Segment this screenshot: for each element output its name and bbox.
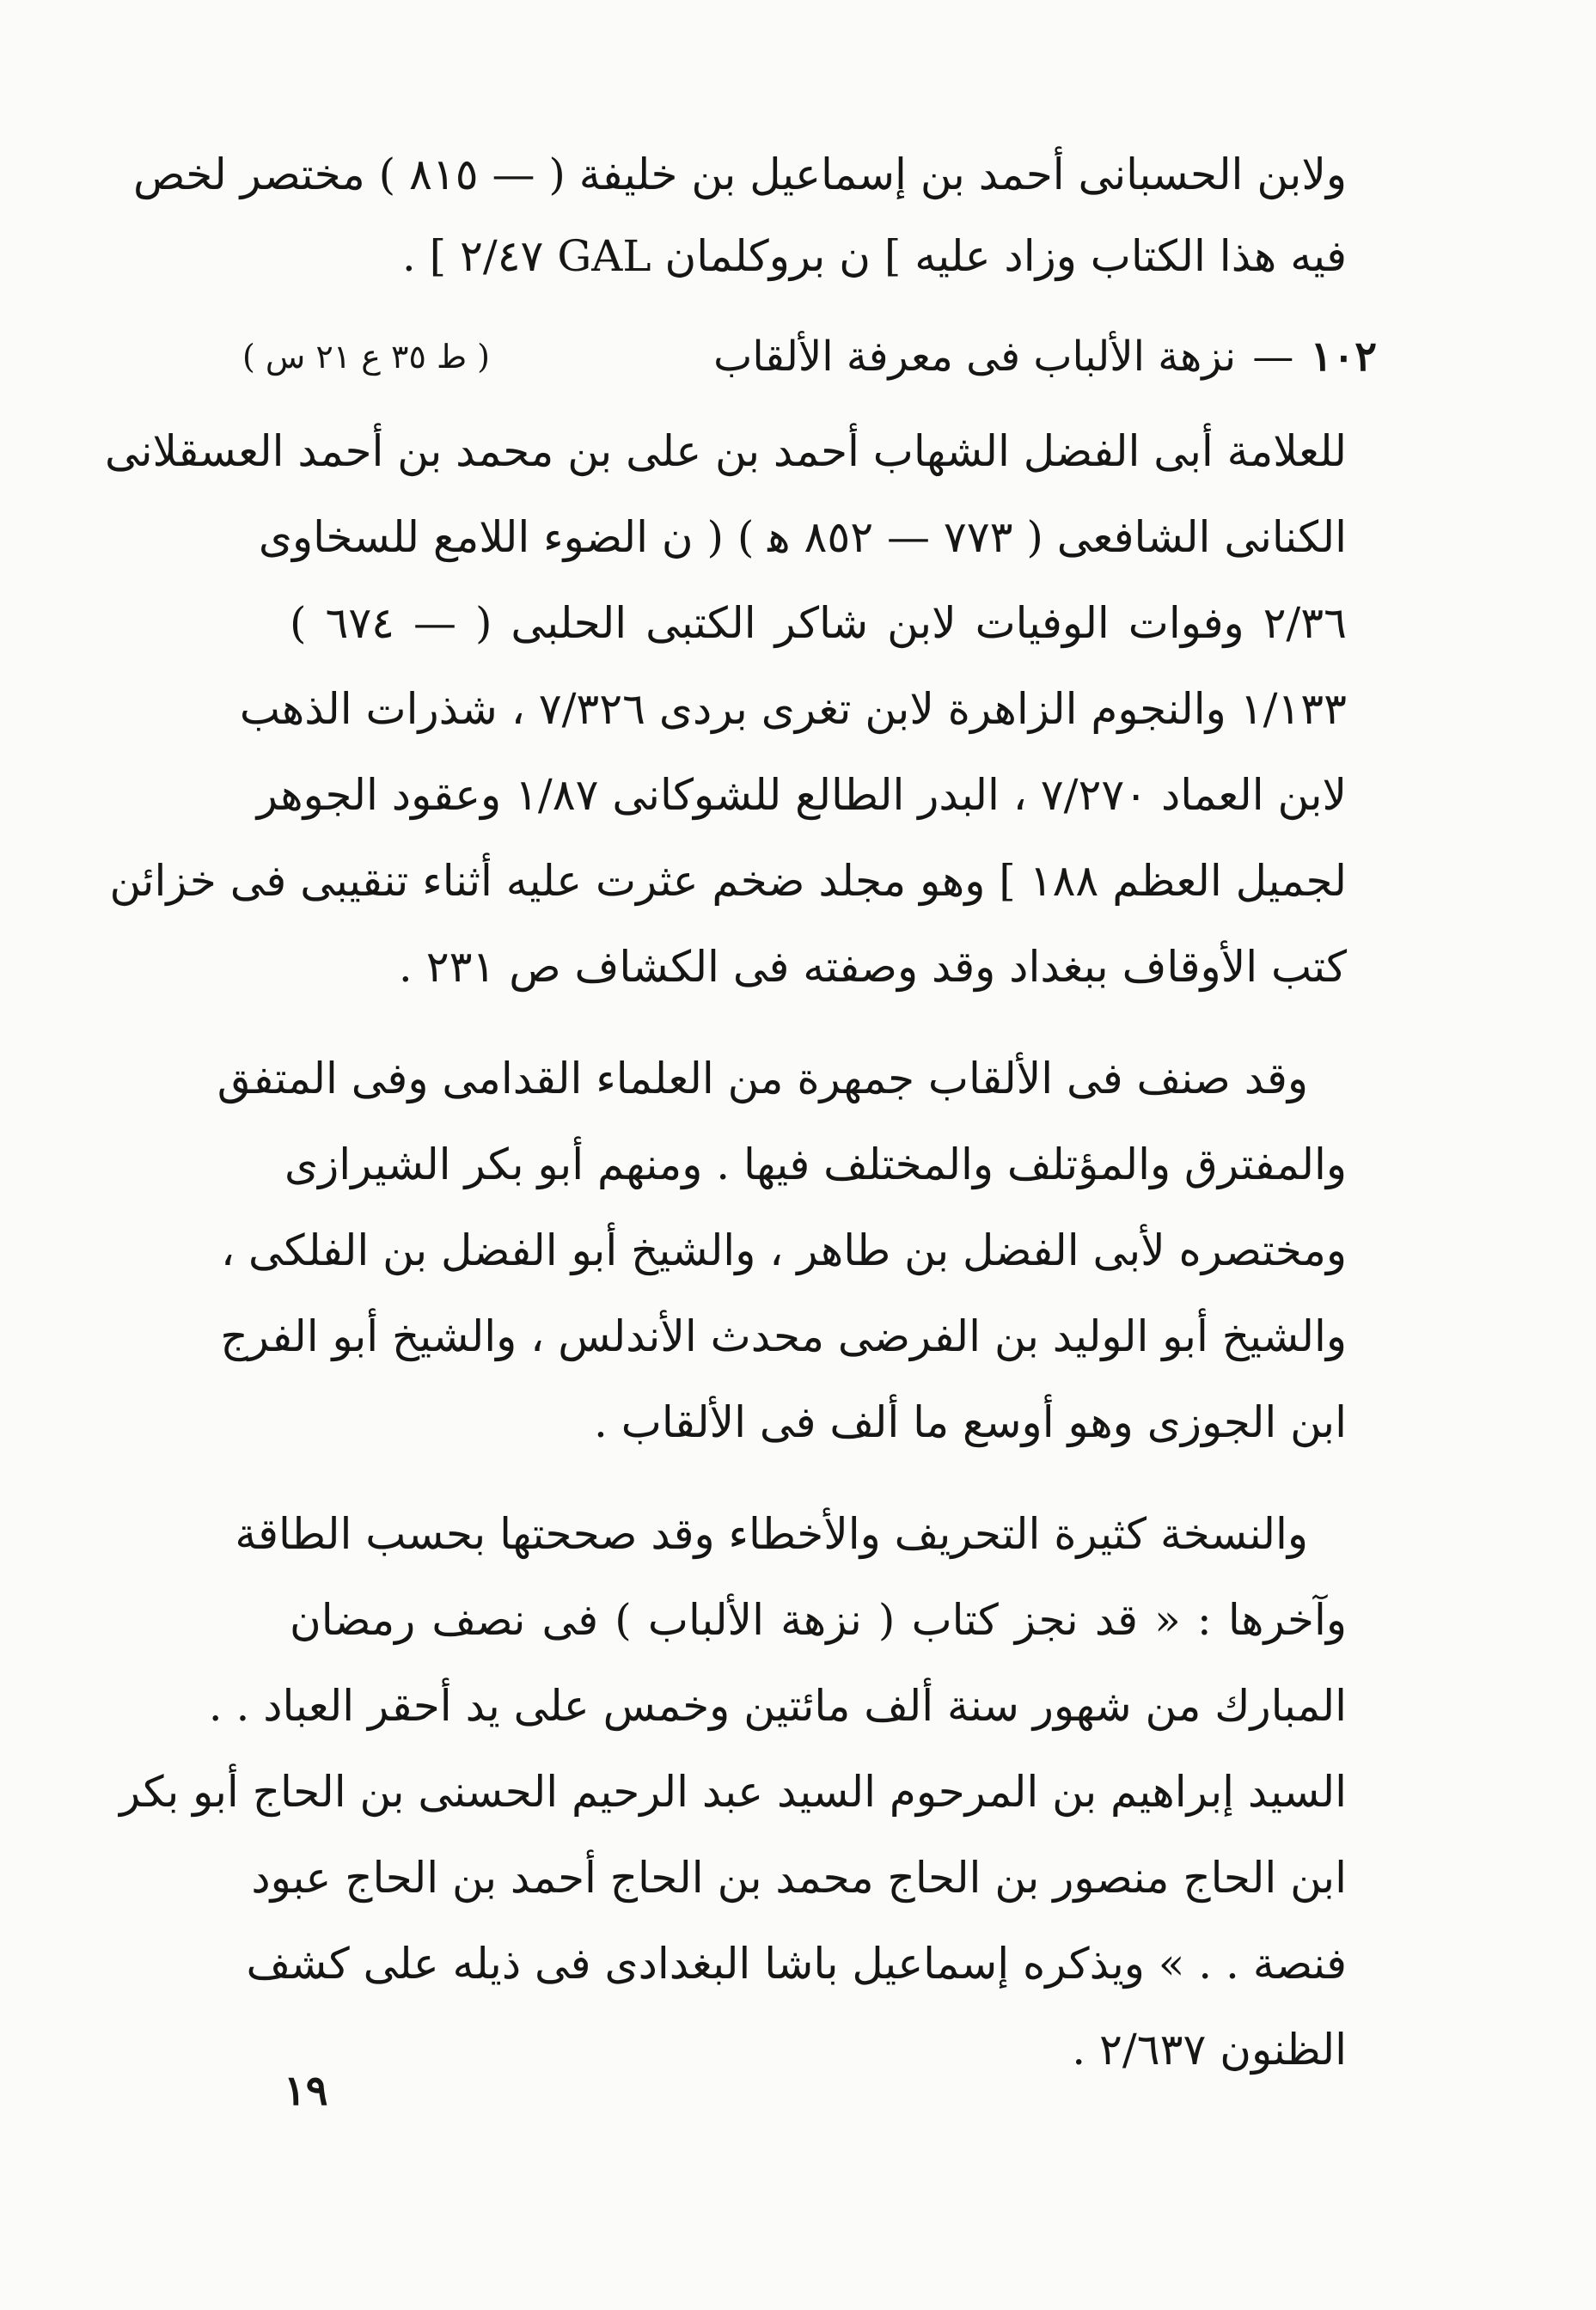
text-line: وآخرها : « قد نجز كتاب ( نزهة الألباب ) فى نصف رمضان bbox=[290, 1595, 1347, 1645]
text-line: ابن الحاج منصور بن الحاج محمد بن الحاج أحمد بن الحاج عبود bbox=[251, 1853, 1347, 1903]
entry-meta: ( ط ٣٥ ع ٢١ س ) bbox=[242, 338, 491, 376]
text-line: الظنون ٢/٦٣٧ . bbox=[1072, 2025, 1347, 2075]
text-line: الكنانى الشافعى ( ٧٧٣ — ٨٥٢ ﻫ ) ( ن الضوء اللامع للسخاوى bbox=[258, 512, 1347, 562]
text-line: المبارك من شهور سنة ألف مائتين وخمس على يد أحقر العباد . . bbox=[208, 1681, 1347, 1731]
text-line: فنصة . . » ويذكره إسماعيل باشا البغدادى فى ذيله على كشف bbox=[246, 1939, 1347, 1989]
text-line: للعلامة أبى الفضل الشهاب أحمد بن على بن محمد بن أحمد العسقلانى bbox=[104, 426, 1347, 476]
text-line: ١/١٣٣ والنجوم الزاهرة لابن تغرى بردى ٧/٣٢٦ ، شذرات الذهب bbox=[239, 684, 1347, 734]
text-line: ابن الجوزى وهو أوسع ما ألف فى الألقاب . bbox=[593, 1397, 1347, 1447]
text-line: لابن العماد ٧/٢٧٠ ، البدر الطالع للشوكانى ١/٨٧ وعقود الجوهر bbox=[256, 770, 1347, 820]
entry-title: نزهة الألباب فى معرفة الألقاب bbox=[713, 333, 1237, 381]
text-line: لجميل العظم ١٨٨ ] وهو مجلد ضخم عثرت عليه أثناء تنقيبى فى خزائن bbox=[109, 856, 1347, 906]
text-line: السيد إبراهيم بن المرحوم السيد عبد الرحيم الحسنى بن الحاج أبو بكر bbox=[119, 1767, 1347, 1817]
text-line: كتب الأوقاف ببغداد وقد وصفته فى الكشاف ص ٢٣١ . bbox=[398, 942, 1347, 992]
entry-dash: — bbox=[1252, 333, 1294, 381]
text-line: وقد صنف فى الألقاب جمهرة من العلماء القدامى وفى المتفق bbox=[217, 1054, 1308, 1103]
entry-header bbox=[242, 327, 1377, 395]
page-number: ١٩ bbox=[284, 2067, 328, 2115]
text-line: ومختصره لأبى الفضل بن طاهر ، والشيخ أبو الفضل بن الفلكى ، bbox=[220, 1225, 1347, 1275]
text-line: فيه هذا الكتاب وزاد عليه ] ن بروكلمان GAL ٢/٤٧ ] . bbox=[401, 231, 1347, 281]
text-line: ولابن الحسبانى أحمد بن إسماعيل بن خليفة ( — ٨١٥ ) مختصر لخص bbox=[132, 150, 1347, 199]
text-line: ٢/٣٦ وفوات الوفيات لابن شاكر الكتبى الحلبى ( — ٦٧٤ ) bbox=[290, 598, 1347, 648]
text-line: والشيخ أبو الوليد بن الفرضى محدث الأندلس ، والشيخ أبو الفرج bbox=[220, 1311, 1347, 1361]
entry-number: ١٠٢ bbox=[1310, 333, 1377, 381]
text-line: والمفترق والمؤتلف والمختلف فيها . ومنهم أبو بكر الشيرازى bbox=[284, 1140, 1347, 1189]
text-line: والنسخة كثيرة التحريف والأخطاء وقد صححتها بحسب الطاقة bbox=[235, 1509, 1308, 1559]
